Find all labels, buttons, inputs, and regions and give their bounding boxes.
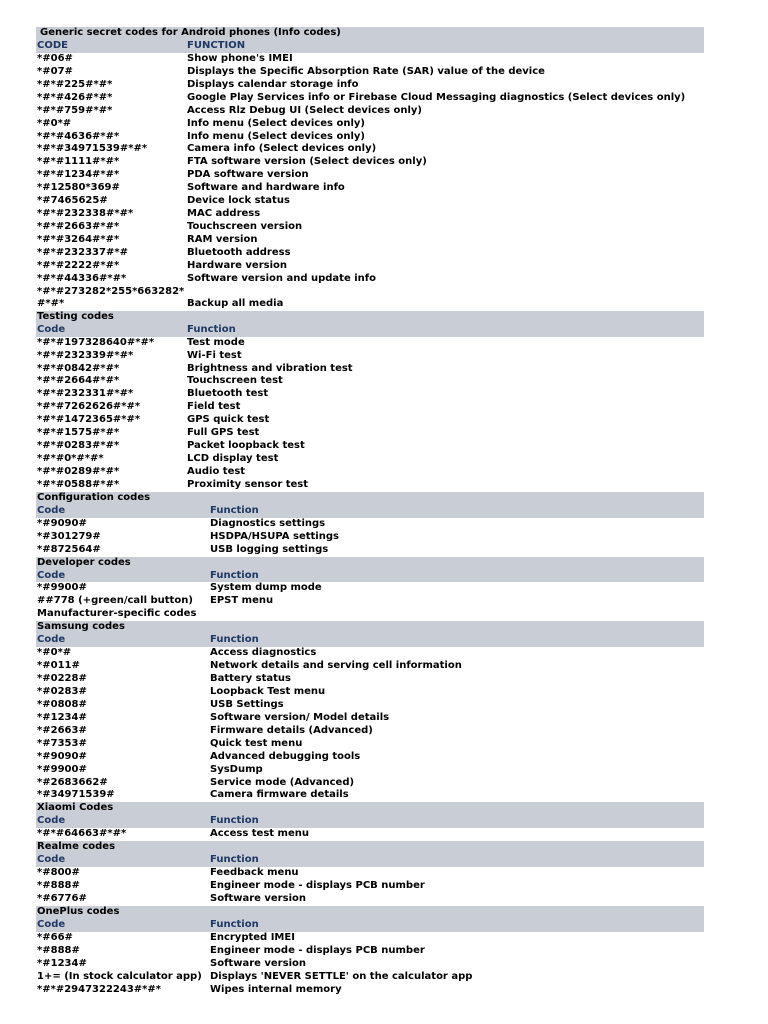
table-row xyxy=(36,401,704,414)
function-cell: Software version xyxy=(210,892,306,904)
code-cell: *#0*# xyxy=(37,647,72,659)
function-cell: Wi-Fi test xyxy=(187,349,242,361)
table-row xyxy=(36,350,704,363)
function-cell: Bluetooth address xyxy=(187,246,291,258)
code-cell: *#*#64663#*#* xyxy=(37,828,127,840)
code-cell: *#9900# xyxy=(37,582,87,594)
table-row xyxy=(36,582,704,595)
table-row xyxy=(36,971,704,984)
table-row xyxy=(36,531,704,544)
table-row xyxy=(36,958,704,971)
function-cell: Network details and serving cell information xyxy=(210,660,462,672)
section-title-text: Realme codes xyxy=(37,841,116,853)
section-title-text: Configuration codes xyxy=(37,491,151,503)
function-cell: Software version and update info xyxy=(187,272,376,284)
code-cell: *#888# xyxy=(37,944,80,956)
code-cell: *#2683662# xyxy=(37,776,108,788)
function-cell: Wipes internal memory xyxy=(210,983,342,995)
code-cell: *#*#0283#*#* xyxy=(37,440,120,452)
section-developer-codes xyxy=(36,557,704,622)
function-cell: MAC address xyxy=(187,208,261,220)
code-cell: *#*#1575#*#* xyxy=(37,427,120,439)
table-row xyxy=(36,131,704,144)
table-row xyxy=(36,595,704,608)
section-title-text: Samsung codes xyxy=(37,621,125,633)
function-cell: Audio test xyxy=(187,466,246,477)
function-cell: FTA software version (Select devices only) xyxy=(187,156,427,168)
function-cell: Packet loopback test xyxy=(187,440,305,452)
function-cell: Hardware version xyxy=(187,259,287,271)
function-cell: Advanced debugging tools xyxy=(210,750,361,762)
code-cell: *#0283# xyxy=(37,685,87,697)
code-cell: *#872564# xyxy=(37,543,101,555)
section-testing-codes xyxy=(36,311,704,492)
code-cell: 1+= (In stock calculator app) xyxy=(37,970,202,982)
function-cell: Proximity sensor test xyxy=(187,478,309,490)
column-header-code: Code xyxy=(37,569,66,581)
table-row xyxy=(36,118,704,131)
section-title xyxy=(36,621,704,634)
code-cell: *#*#1111#*#* xyxy=(37,156,120,168)
table-row xyxy=(36,156,704,169)
function-cell: Displays calendar storage info xyxy=(187,78,359,90)
code-cell: *#9090# xyxy=(37,750,87,762)
function-cell: Full GPS test xyxy=(187,427,260,439)
section-info-codes xyxy=(36,27,704,311)
table-row xyxy=(36,725,704,738)
table-row xyxy=(36,363,704,376)
function-cell: Access test menu xyxy=(210,828,309,840)
table-row xyxy=(36,880,704,893)
column-header-code: Code xyxy=(37,854,66,866)
function-cell: Google Play Services info or Firebase Cloud Messaging diagnostics (Select devices only) xyxy=(187,91,686,103)
table-row xyxy=(36,686,704,699)
table-row xyxy=(36,53,704,66)
function-cell: Device lock status xyxy=(187,195,290,207)
code-cell: *#*#2947322243#*#* xyxy=(37,983,162,995)
manufacturer-note-text: Manufacturer-specific codes xyxy=(37,608,197,620)
code-cell: *#*#0289#*#* xyxy=(37,466,120,477)
function-cell: EPST menu xyxy=(210,595,274,607)
table-row xyxy=(36,673,704,686)
column-header xyxy=(36,919,704,932)
code-cell: *#888# xyxy=(37,880,80,891)
table-row xyxy=(36,375,704,388)
table-row xyxy=(36,234,704,247)
code-cell: *#*#0*#*#* xyxy=(37,453,104,465)
table-row xyxy=(36,738,704,751)
function-cell: Access diagnostics xyxy=(210,647,317,659)
table-row xyxy=(36,984,704,997)
code-cell: *#*#2222#*#* xyxy=(37,259,120,271)
code-cell: *#*#759#*#* xyxy=(37,104,113,116)
table-row xyxy=(36,414,704,427)
table-row xyxy=(36,466,704,479)
section-xiaomi-codes xyxy=(36,802,704,841)
column-header xyxy=(36,570,704,583)
column-header xyxy=(36,505,704,518)
column-header-function: Function xyxy=(187,323,236,335)
column-header xyxy=(36,634,704,647)
table-row xyxy=(36,247,704,260)
column-header xyxy=(36,324,704,337)
table-row xyxy=(36,453,704,466)
code-line-1: *#*#273282*255*663282* xyxy=(37,285,185,297)
code-cell: *#*#7262626#*#* xyxy=(37,401,141,413)
code-cell: *#*#44336#*#* xyxy=(37,272,127,284)
table-row xyxy=(36,169,704,182)
column-header xyxy=(36,40,704,53)
code-cell: *#011# xyxy=(37,660,80,672)
section-configuration-codes xyxy=(36,492,704,557)
table-row xyxy=(36,660,704,673)
function-cell: Displays 'NEVER SETTLE' on the calculator app xyxy=(210,970,473,982)
section-title xyxy=(36,906,704,919)
section-title xyxy=(36,492,704,505)
function-cell: Engineer mode - displays PCB number xyxy=(210,944,425,956)
function-cell: USB Settings xyxy=(210,698,284,710)
code-cell: *#*#232338#*#* xyxy=(37,208,134,220)
code-cell: *#2663# xyxy=(37,724,87,736)
column-header xyxy=(36,815,704,828)
code-cell: *#*#1234#*#* xyxy=(37,169,120,181)
function-cell: Field test xyxy=(187,401,241,413)
table-row xyxy=(36,195,704,208)
function-cell: Quick test menu xyxy=(210,737,303,749)
column-header-code: Code xyxy=(37,323,66,335)
code-cell: *#34971539# xyxy=(37,789,115,801)
table-row xyxy=(36,143,704,156)
function-cell: Backup all media xyxy=(187,298,284,310)
manufacturer-note xyxy=(36,608,704,621)
code-cell: *#800# xyxy=(37,867,80,879)
function-cell: System dump mode xyxy=(210,582,322,594)
code-cell: *#66# xyxy=(37,931,73,943)
table-row xyxy=(36,712,704,725)
code-cell: ##778 (+green/call button) xyxy=(37,595,193,607)
section-oneplus-codes xyxy=(36,906,704,997)
code-cell: *#0*# xyxy=(37,117,72,129)
function-cell: PDA software version xyxy=(187,169,309,181)
code-cell: *#0808# xyxy=(37,698,87,710)
code-cell: *#*#0588#*#* xyxy=(37,478,120,490)
section-title xyxy=(36,841,704,854)
code-cell: *#12580*369# xyxy=(37,182,120,194)
code-cell: *#*#232337#*# xyxy=(37,246,128,258)
code-cell: *#*#2663#*#* xyxy=(37,221,120,233)
code-cell: *#*#4636#*#* xyxy=(37,130,120,142)
code-cell: *#1234# xyxy=(37,711,87,723)
code-cell: *#*#2664#*#* xyxy=(37,375,120,387)
table-row xyxy=(36,388,704,401)
section-title xyxy=(36,557,704,570)
function-cell: Software version/ Model details xyxy=(210,711,390,723)
table-row xyxy=(36,440,704,453)
table-row xyxy=(36,66,704,79)
section-title-text: Testing codes xyxy=(37,310,114,322)
function-cell: GPS quick test xyxy=(187,414,270,426)
table-row xyxy=(36,751,704,764)
function-cell: Info menu (Select devices only) xyxy=(187,130,365,142)
code-cell: *#1234# xyxy=(37,957,87,969)
table-row xyxy=(36,518,704,531)
section-title-text: Xiaomi Codes xyxy=(37,802,114,814)
column-header-code: Code xyxy=(37,634,66,646)
column-header-code: Code xyxy=(37,815,66,827)
table-row xyxy=(36,764,704,777)
table-row xyxy=(36,932,704,945)
table-row xyxy=(36,105,704,118)
code-cell xyxy=(37,286,184,311)
section-title xyxy=(36,311,704,324)
section-title-text: Generic secret codes for Android phones (Info codes) xyxy=(40,27,341,38)
section-title-text: OnePlus codes xyxy=(37,905,120,917)
table-row xyxy=(36,544,704,557)
code-line-2: #*#* xyxy=(37,298,65,310)
table-row xyxy=(36,337,704,350)
table-row xyxy=(36,273,704,286)
function-cell: Brightness and vibration test xyxy=(187,362,353,374)
function-cell: Test mode xyxy=(187,336,245,348)
table-row xyxy=(36,828,704,841)
function-cell: Bluetooth test xyxy=(187,388,269,400)
code-cell: *#*#0842#*#* xyxy=(37,362,120,374)
code-cell: *#6776# xyxy=(37,892,87,904)
table-row xyxy=(36,286,704,311)
code-cell: *#*#232331#*#* xyxy=(37,388,134,400)
code-cell: *#06# xyxy=(37,52,73,64)
function-cell: SysDump xyxy=(210,763,263,775)
function-cell: Firmware details (Advanced) xyxy=(210,724,373,736)
section-realme-codes xyxy=(36,841,704,906)
function-cell: Touchscreen test xyxy=(187,375,283,387)
code-cell: *#*#225#*#* xyxy=(37,78,113,90)
table-row xyxy=(36,867,704,880)
function-cell: Engineer mode - displays PCB number xyxy=(210,880,425,891)
table-row xyxy=(36,699,704,712)
code-cell: *#*#3264#*#* xyxy=(37,234,120,245)
column-header-code: Code xyxy=(37,918,66,930)
function-cell: Battery status xyxy=(210,673,291,684)
table-row xyxy=(36,789,704,802)
column-header-function: Function xyxy=(210,854,259,866)
table-row xyxy=(36,945,704,958)
table-row xyxy=(36,208,704,221)
column-header-code: Code xyxy=(37,504,66,516)
function-cell: USB logging settings xyxy=(210,543,329,555)
codes-document xyxy=(36,27,704,996)
function-cell: LCD display test xyxy=(187,453,279,465)
table-row xyxy=(36,647,704,660)
code-cell: *#301279# xyxy=(37,530,101,542)
column-header-function: Function xyxy=(210,815,259,827)
table-row xyxy=(36,79,704,92)
code-cell: *#*#34971539#*#* xyxy=(37,143,148,155)
column-header-function: Function xyxy=(210,569,259,581)
function-cell: Camera firmware details xyxy=(210,789,349,801)
section-title xyxy=(36,802,704,815)
table-row xyxy=(36,92,704,105)
function-cell: Software version xyxy=(210,957,306,969)
function-cell: Encrypted IMEI xyxy=(210,931,295,943)
code-cell: *#*#426#*#* xyxy=(37,91,113,103)
code-cell: *#9900# xyxy=(37,763,87,775)
column-header-function: Function xyxy=(210,634,259,646)
table-row xyxy=(36,893,704,906)
function-cell: Touchscreen version xyxy=(187,221,303,233)
table-row xyxy=(36,777,704,790)
code-cell: *#7353# xyxy=(37,737,87,749)
table-row xyxy=(36,427,704,440)
function-cell: Service mode (Advanced) xyxy=(210,776,355,788)
column-header xyxy=(36,854,704,867)
code-cell: *#0228# xyxy=(37,673,87,684)
column-header-function: Function xyxy=(210,504,259,516)
column-header-function: FUNCTION xyxy=(187,39,246,51)
function-cell: Access Rlz Debug UI (Select devices only) xyxy=(187,104,423,116)
table-row xyxy=(36,182,704,195)
section-title xyxy=(36,27,704,40)
function-cell: HSDPA/HSUPA settings xyxy=(210,530,339,542)
section-samsung-codes xyxy=(36,621,704,802)
function-cell: Show phone's IMEI xyxy=(187,52,293,64)
function-cell: Displays the Specific Absorption Rate (SAR) value of the device xyxy=(187,65,545,77)
code-cell: *#07# xyxy=(37,65,73,77)
code-cell: *#9090# xyxy=(37,517,87,529)
column-header-code: CODE xyxy=(37,39,68,51)
table-row xyxy=(36,260,704,273)
code-cell: *#*#232339#*#* xyxy=(37,349,134,361)
function-cell: Loopback Test menu xyxy=(210,685,326,697)
code-cell: *#7465625# xyxy=(37,195,108,207)
column-header-function: Function xyxy=(210,918,259,930)
section-title-text: Developer codes xyxy=(37,556,131,568)
table-row xyxy=(36,221,704,234)
function-cell: Software and hardware info xyxy=(187,182,345,194)
code-cell: *#*#197328640#*#* xyxy=(37,336,155,348)
function-cell: Camera info (Select devices only) xyxy=(187,143,377,155)
function-cell: Feedback menu xyxy=(210,867,299,879)
function-cell: RAM version xyxy=(187,234,258,245)
function-cell: Diagnostics settings xyxy=(210,517,326,529)
code-cell: *#*#1472365#*#* xyxy=(37,414,141,426)
function-cell: Info menu (Select devices only) xyxy=(187,117,365,129)
table-row xyxy=(36,479,704,492)
